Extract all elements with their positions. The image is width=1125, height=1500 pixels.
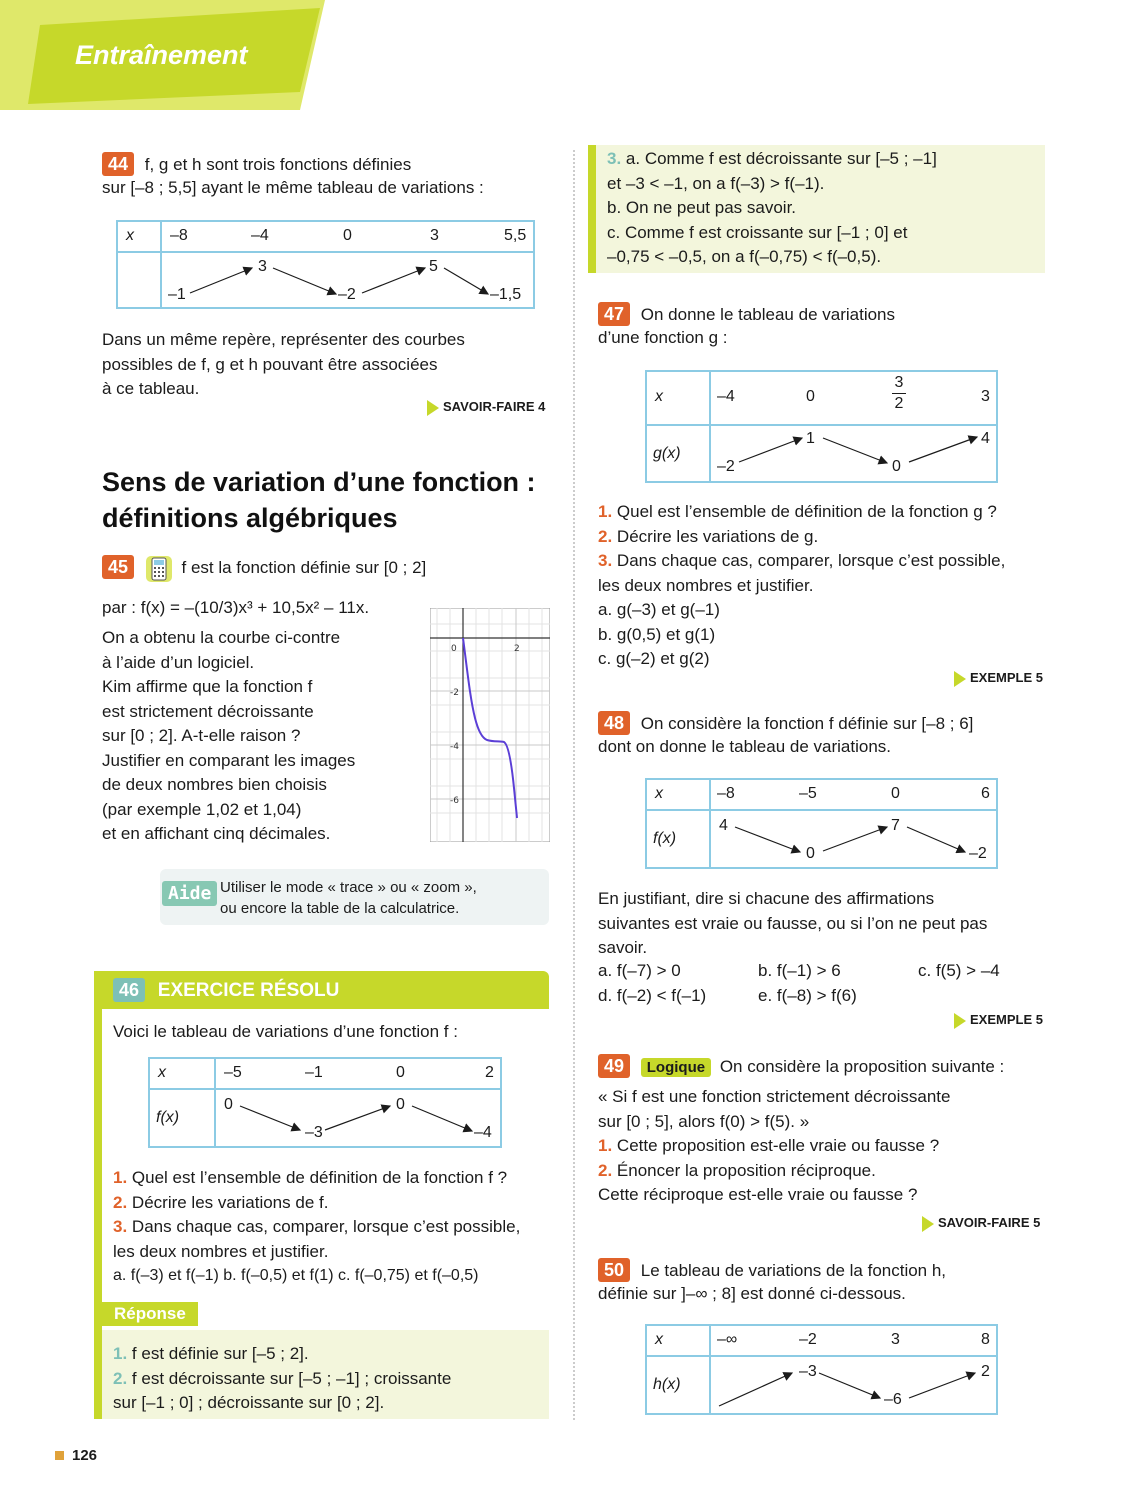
ex44-outro-1: Dans un même repère, représenter des courbes xyxy=(102,330,465,349)
x-value: –2 xyxy=(799,1331,817,1348)
exercise-number: 44 xyxy=(102,152,134,176)
savoir-faire-link[interactable]: SAVOIR-FAIRE 4 xyxy=(427,399,545,416)
ex45-line-1: f est la fonction définie sur [0 ; 2] xyxy=(181,558,427,578)
x-value: –4 xyxy=(251,227,269,244)
variation-arrows xyxy=(647,372,1000,485)
exercise-number: 50 xyxy=(598,1258,630,1282)
x-value: 8 xyxy=(981,1331,990,1348)
variation-table-44 xyxy=(116,220,535,309)
triangle-icon xyxy=(922,1216,934,1232)
resolved-title: EXERCICE RÉSOLU xyxy=(157,980,340,1001)
ex49-text: « Si f est une fonction strictement décroissante sur [0 ; 5], alors f(0) > f(5). » 1. Cette proposition est-elle vraie ou fausse ? 2. Énoncer la proposition réciproque. Cette réciproque est-elle vraie ou fausse ? xyxy=(598,1087,951,1204)
x-value: 0 xyxy=(343,227,352,244)
triangle-icon xyxy=(954,1013,966,1029)
x-value: 0 xyxy=(891,785,900,802)
x-label: x xyxy=(126,227,134,244)
x-value: –8 xyxy=(717,785,735,802)
ex45-text: On a obtenu la courbe ci-contre à l’aide d’un logiciel. Kim affirme que la fonction f est strictement décroissante sur [0 ; 2]. A-t-elle raison ? Justifier en comparant les images de deux nombres bien choisis (par exemple 1,02 et 1,04) et en affichant cinq décimales. xyxy=(102,628,356,843)
x-value: 3 xyxy=(430,227,439,244)
graph-label-x0: 0 xyxy=(451,644,457,654)
x-value: –1 xyxy=(305,1064,323,1081)
f-value: –2 xyxy=(969,845,987,862)
variation-table-48: x f(x) –8 –5 0 6 4 0 7 –2 xyxy=(645,778,998,869)
f-value: –6 xyxy=(884,1391,902,1408)
x-value: 2 xyxy=(485,1064,494,1081)
f-value: 4 xyxy=(981,430,990,447)
f-value: 0 xyxy=(806,845,815,862)
reponse-left-stripe-2 xyxy=(588,145,596,273)
hint-box xyxy=(160,869,549,925)
variation-arrows xyxy=(647,780,1000,871)
function-graph xyxy=(430,608,550,842)
variation-arrows xyxy=(150,1059,504,1150)
x-value: –8 xyxy=(170,227,188,244)
exemple-link[interactable]: EXEMPLE 5 xyxy=(954,670,1043,687)
f-value: 1 xyxy=(806,430,815,447)
page-marker-icon xyxy=(55,1451,64,1460)
f-value: –1 xyxy=(168,286,186,303)
f-value: –2 xyxy=(338,286,356,303)
variation-table-46: x f(x) –5 –1 0 2 0 –3 0 –4 xyxy=(148,1057,502,1148)
exercise-number: 47 xyxy=(598,302,630,326)
ex48-c: c. f(5) > –4 xyxy=(918,961,1000,980)
ex44-intro-2: sur [–8 ; 5,5] ayant le même tableau de variations : xyxy=(102,178,484,197)
exemple-link[interactable]: EXEMPLE 5 xyxy=(954,1012,1043,1029)
variation-arrows xyxy=(647,1326,1000,1417)
ex48-b: b. f(–1) > 6 xyxy=(758,961,841,980)
ex47-questions: 1. Quel est l’ensemble de définition de la fonction g ? 2. Décrire les variations de g. 3. Dans chaque cas, comparer, lorsque c’est possible, les deux nombres et justifier. a. g(–3) et g(–1) b. g(0,5) et g(1) c. g(–2) et g(2) xyxy=(598,502,1006,668)
x-value: –4 xyxy=(717,388,735,405)
savoir-faire-link[interactable]: SAVOIR-FAIRE 5 xyxy=(922,1215,1040,1232)
hint-line-1: Utiliser le mode « trace » ou « zoom », xyxy=(220,879,477,896)
x-value: 3 xyxy=(891,1331,900,1348)
f-value: 4 xyxy=(719,817,728,834)
graph-label-x2: 2 xyxy=(514,644,520,654)
page-header-title: Entraînement xyxy=(75,40,248,70)
calculator-icon xyxy=(145,555,173,583)
logique-tag: Logique xyxy=(641,1058,711,1077)
variation-table-50: x h(x) –∞ –2 3 8 –3 –6 2 xyxy=(645,1324,998,1415)
exercise-45 xyxy=(102,555,562,583)
exercise-47: 47 On donne le tableau de variations d’une fonction g : xyxy=(598,304,896,347)
hint-badge: Aide xyxy=(162,881,217,906)
f-value: –3 xyxy=(305,1124,323,1141)
ex48-text: En justifiant, dire si chacune des affirmations suivantes est vraie ou fausse, ou si l’on ne peut pas savoir. xyxy=(598,889,988,957)
triangle-icon xyxy=(427,400,439,416)
x-value: 3 xyxy=(981,388,990,405)
x-value: –∞ xyxy=(717,1331,738,1348)
f-value: –3 xyxy=(799,1363,817,1380)
graph-label-ym4: -4 xyxy=(450,742,459,752)
f-value: –1,5 xyxy=(490,286,522,303)
triangle-icon xyxy=(954,671,966,687)
section-title: Sens de variation d’une fonction : définitions algébriques xyxy=(102,467,536,533)
exercise-49: 49 Logique On considère la proposition suivante : xyxy=(598,1054,1048,1078)
f-value: –2 xyxy=(717,458,735,475)
x-value: 0 xyxy=(396,1064,405,1081)
ex48-e: e. f(–8) > f(6) xyxy=(758,986,857,1005)
exercise-number: 49 xyxy=(598,1054,630,1078)
graph-label-ym6: -6 xyxy=(450,796,459,806)
ex45-formula: par : f(x) = –(10/3)x³ + 10,5x² – 11x. xyxy=(102,598,370,617)
hint-line-2: ou encore la table de la calculatrice. xyxy=(220,900,460,917)
f-value: –4 xyxy=(474,1124,492,1141)
ex44-intro-1: f, g et h sont trois fonctions définies xyxy=(144,155,412,174)
f-value: 7 xyxy=(891,817,900,834)
x-value: –5 xyxy=(224,1064,242,1081)
exercise-number: 48 xyxy=(598,711,630,735)
x-value: 0 xyxy=(806,388,815,405)
variation-arrows xyxy=(118,222,537,311)
ex44-outro-2: possibles de f, g et h pouvant être associées xyxy=(102,354,438,374)
variation-table-47: x g(x) –4 0 3 2 3 –2 1 0 4 xyxy=(645,370,998,483)
x-value: 6 xyxy=(981,785,990,802)
ex48-d: d. f(–2) < f(–1) xyxy=(598,986,707,1005)
page-number: 126 xyxy=(55,1447,97,1464)
reponse-text-2: 3. a. Comme f est décroissante sur [–5 ; –1] et –3 < –1, on a f(–3) > f(–1). b. On ne peut pas savoir. c. Comme f est croissante sur [–1 ; 0] et –0,75 < –0,5, on a f(–0,75) < f(–0,5). xyxy=(607,149,937,266)
ex46-questions: 1. Quel est l’ensemble de définition de la fonction f ? 2. Décrire les variations de f. 3. Dans chaque cas, comparer, lorsque c’est possible, les deux nombres et justifier. a. f(–3) et f(–1) b. f(–0,5) et f(1) c. f(–0,75) et f(–0,5) xyxy=(113,1168,521,1284)
x-value: –5 xyxy=(799,785,817,802)
exercise-50: 50 Le tableau de variations de la fonction h, définie sur ]–∞ ; 8] est donné ci-dessous. xyxy=(598,1260,947,1303)
f-value: 0 xyxy=(892,458,901,475)
f-value: 5 xyxy=(429,258,438,275)
f-value: 3 xyxy=(258,258,267,275)
column-divider xyxy=(573,150,575,1420)
ex44-outro-3: à ce tableau. xyxy=(102,379,200,398)
f-value: 0 xyxy=(224,1096,233,1113)
exercise-44 xyxy=(102,152,562,201)
f-value: 0 xyxy=(396,1096,405,1113)
reponse-label: Réponse xyxy=(102,1302,198,1326)
ex46-intro: Voici le tableau de variations d’une fonction f : xyxy=(113,1022,458,1041)
reponse-text-1: 1. f est définie sur [–5 ; 2]. 2. f est décroissante sur [–5 ; –1] ; croissante sur [–1 ; 0] ; décroissante sur [0 ; 2]. xyxy=(113,1344,452,1412)
ex44-outro xyxy=(102,328,562,402)
x-value-fraction: 3 2 xyxy=(892,374,906,413)
exercise-number: 45 xyxy=(102,555,134,579)
graph-label-ym2: -2 xyxy=(450,688,459,698)
ex48-a: a. f(–7) > 0 xyxy=(598,961,681,980)
exercise-48: 48 On considère la fonction f définie sur [–8 ; 6] dont on donne le tableau de variations. xyxy=(598,713,974,756)
resolved-left-stripe xyxy=(94,971,102,1419)
x-value: 5,5 xyxy=(504,227,527,244)
exercise-number: 46 xyxy=(113,978,145,1002)
f-value: 2 xyxy=(981,1363,990,1380)
